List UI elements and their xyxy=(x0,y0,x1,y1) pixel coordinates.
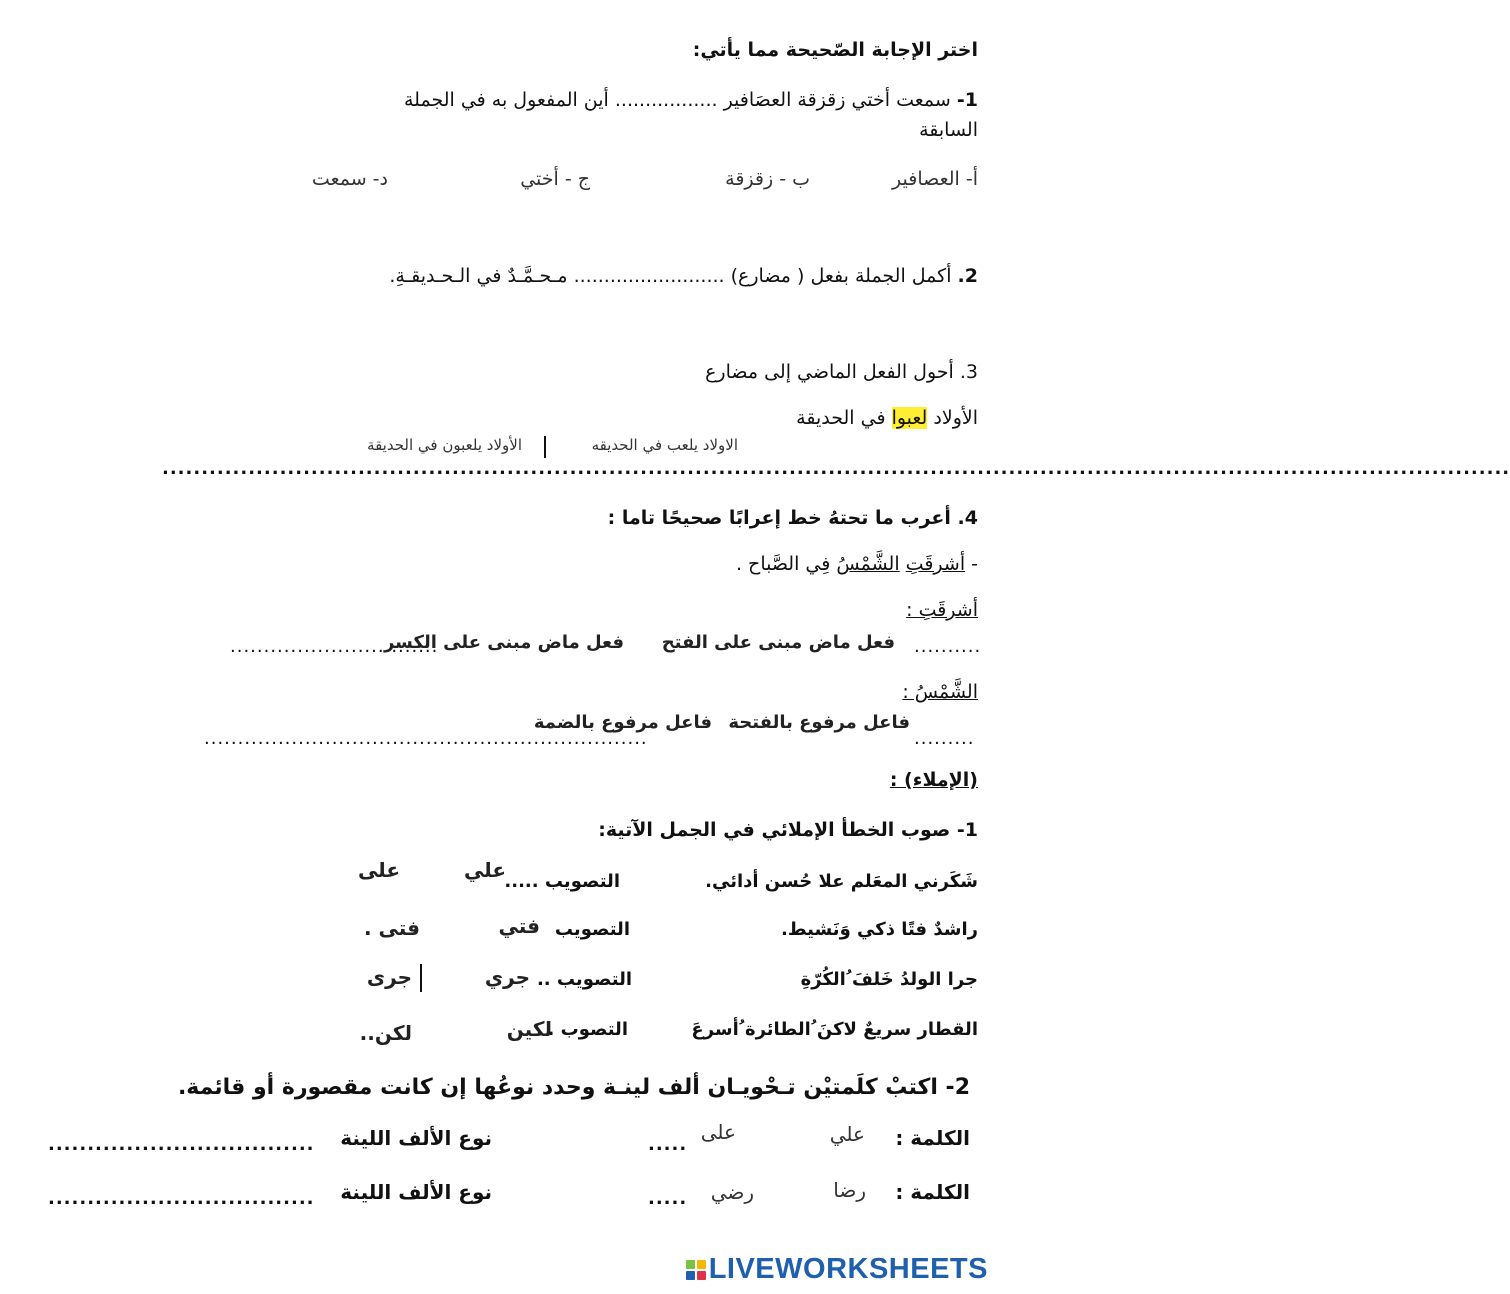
q4-dots2-right: ......... xyxy=(914,728,975,749)
q3-sentence xyxy=(796,406,978,430)
imla-q1-title: 1- صوب الخطأ الإملائي في الجمل الآتية: xyxy=(598,819,978,841)
q3-question xyxy=(705,360,978,384)
q3-highlighted-verb: لعبوا xyxy=(891,407,928,429)
word-row1-type-label: نوع الألف اللينة xyxy=(340,1126,492,1150)
q1-line2: السابقة xyxy=(919,119,978,141)
q1-question xyxy=(404,88,978,112)
logo-grid-icon xyxy=(686,1260,706,1280)
q4-number: 4. xyxy=(957,507,978,529)
q4-option2-b[interactable]: فاعل مرفوع بالضمة xyxy=(533,712,712,733)
word-row2-option1[interactable]: رضا xyxy=(833,1178,866,1202)
imla-row1-option2[interactable]: على xyxy=(357,858,400,882)
q3-choice-1[interactable]: الاولاد يلعب في الحديقه xyxy=(591,436,738,454)
word-row2-dots: ..... xyxy=(648,1188,688,1209)
imla-row3-sentence: جرا الولدُ خَلفَ ُالكُرّةِ xyxy=(800,969,978,990)
word-row1-label: الكلمة : xyxy=(895,1126,970,1150)
imla-row4-option1[interactable]: لكين xyxy=(506,1017,552,1041)
q4-label2: الشَّمْسُ : xyxy=(902,681,978,703)
q4-title: أعرب ما تحتهُ خط إعرابًا صحيحًا تاما : xyxy=(607,507,951,529)
imla-row1-sentence: شَكَرني المعَلم علا حُسن أدائي. xyxy=(705,871,978,892)
q3-sentence-start: الأولاد xyxy=(927,407,978,429)
liveworksheets-logo xyxy=(686,1253,988,1286)
q4-option1-a[interactable]: فعل ماض مبنى على الفتح xyxy=(661,632,895,653)
q4-dash: - xyxy=(965,553,978,575)
imla-row4-option2[interactable]: لكن.. xyxy=(359,1021,412,1045)
q4-sentence-rest: فِي الصَّباح . xyxy=(735,553,831,575)
q3-number: 3. xyxy=(959,361,978,383)
word-row2-label: الكلمة : xyxy=(895,1180,970,1204)
imla-row2-option1[interactable]: فتي xyxy=(498,914,540,938)
imla-row4-label: التصوب . xyxy=(547,1019,628,1040)
word-row2-option2[interactable]: رضي xyxy=(710,1180,754,1204)
q4-underlined-word2: الشَّمْسُ xyxy=(836,553,900,575)
word-row1-type-dots: .................................. xyxy=(48,1134,315,1155)
q1-option-c[interactable]: ج - أختي xyxy=(520,168,590,190)
imla-heading: (الإملاء) : xyxy=(889,769,978,791)
q4-option1-b[interactable]: فعل ماض مبنى على الكسر xyxy=(383,632,624,653)
imla-row4-sentence: القطار سريعٌ لاكنَ ُالطائرة ُأسرعَ xyxy=(691,1019,978,1040)
word-row1-dots: ..... xyxy=(648,1134,688,1155)
q4-question xyxy=(608,506,978,530)
q3-choice-2[interactable]: الأولاد يلعبون في الحديقة xyxy=(367,436,522,454)
imla-row3-option2[interactable]: جرى xyxy=(366,965,412,989)
word-row2-type-dots: .................................. xyxy=(48,1188,315,1209)
q4-dots1-right: .......... xyxy=(914,636,982,657)
q3-choice-divider xyxy=(544,436,546,458)
q3-sentence-end: في الحديقة xyxy=(796,407,892,429)
q4-underlined-word1: أشرقَتِ xyxy=(905,553,966,575)
imla-row2-label: التصويب xyxy=(554,919,630,940)
instructions-heading: اختر الإجابة الصّحيحة مما يأتي: xyxy=(692,39,978,61)
q2-number: 2. xyxy=(957,265,978,287)
q3-dotted-line: ............................................................................................................................................................................ xyxy=(162,458,1510,479)
logo-text: LIVEWORKSHEETS xyxy=(708,1253,988,1285)
imla-row1-option1[interactable]: علي xyxy=(463,858,506,882)
q4-option2-a[interactable]: فاعل مرفوع بالفتحة xyxy=(728,712,910,733)
q4-sentence xyxy=(736,552,978,576)
q1-number: 1- xyxy=(956,89,978,111)
q4-dots1-left: ............................... xyxy=(230,636,439,657)
word-row1-option2[interactable]: على xyxy=(700,1120,736,1144)
q1-option-a[interactable]: أ- العصافير xyxy=(892,168,978,190)
q2-text: أكمل الجملة بفعل ( مضارع) ......................... مـحـمَّـدٌ في الـحـديقـةِ. xyxy=(389,265,952,287)
imla-row2-option2[interactable]: فتى . xyxy=(363,916,420,940)
q1-line1: سمعت أختي زقزقة العصَافير ................. أين المفعول به في الجملة xyxy=(404,89,951,111)
imla-row3-option1[interactable]: جري xyxy=(484,965,530,989)
imla-row1-label: التصويب ..... xyxy=(504,871,620,892)
imla-row3-divider xyxy=(420,964,422,992)
word-row1-option1[interactable]: علي xyxy=(829,1122,865,1146)
q4-label1: أشرقَتِ : xyxy=(906,599,978,621)
imla-q2-title: 2- اكتبْ كلَمتيْن تـحْويـان ألف لينـة وحدد نوعُها إن كانت مقصورة أو قائمة. xyxy=(177,1075,970,1100)
word-row2-type-label: نوع الألف اللينة xyxy=(340,1180,492,1204)
q1-option-b[interactable]: ب - زقزقة xyxy=(725,168,810,190)
q4-dots2-left: .................................................................. xyxy=(204,728,648,749)
imla-row2-sentence: راشدٌ فتًا ذكي وَنَشيط. xyxy=(781,919,978,940)
q2-question xyxy=(389,264,978,288)
imla-row3-label: التصويب .. xyxy=(536,969,632,990)
q3-text: أحول الفعل الماضي إلى مضارع xyxy=(705,361,954,383)
q1-option-d[interactable]: د- سمعت xyxy=(311,168,388,190)
